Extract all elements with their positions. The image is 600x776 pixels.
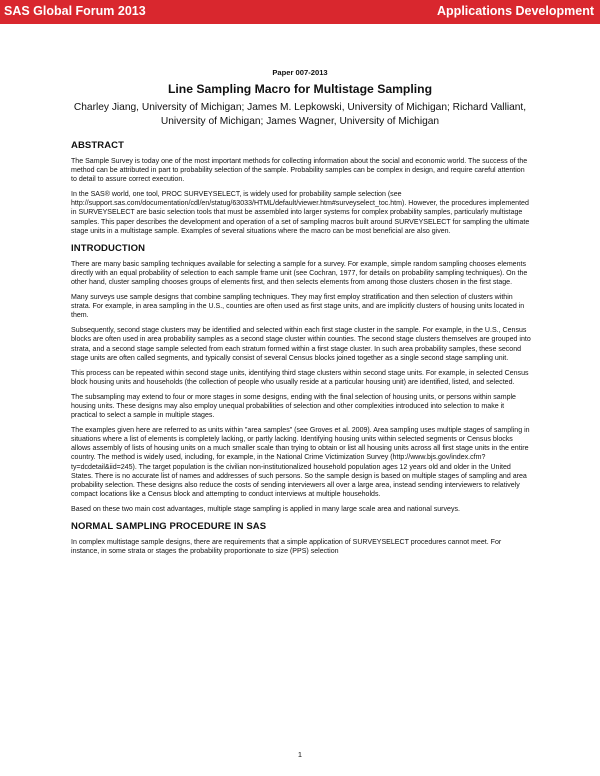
introduction-paragraph-3: Subsequently, second stage clusters may be identified and selected within each first stage cluster in the sample. For example, in the U.S., Census blocks are often used in area probability samples as a second stage cluster within counties. The second stage clusters themselves are grouped into strata, and a second stage sample selected from each stratum formed within a first stage cluster. In such area probability samples, these second stage units are often called segments, and typically consist of several Census blocks joined together as a single second stage sampling unit.	[71, 327, 531, 362]
abstract-paragraph-2: In the SAS® world, one tool, PROC SURVEYSELECT, is widely used for probability sample selection (see http://support.sas.com/documentation/cdl/en/statug/63033/HTML/default/viewer.htm#surveyselect_toc.htm). However, the procedures implemented in SURVEYSELECT are basic selection tools that must be assembled into larger systems for complex probability samples, particularly multistage samples. This paper describes the development and operation of a set of sampling macros built around SURVEYSELECT for sampling the ultimate stage units in a multistage sample. Examples of several situations where the macro can be most beneficial are also given.	[71, 191, 530, 235]
introduction-paragraph-6: The examples given here are referred to as units within "area samples" (see Groves et al. 2009). Area sampling uses multiple stages of sampling in situations where a list of elements is completely lacking, or partly lacking. Identifying housing units within selected segments or Census blocks allows assembly of lists of housing units on a much smaller scale than trying to obtain or list all housing units across all first stage units in the entire country. The method is widely used, including, for example, in the National Crime Victimization Survey (http://www.bjs.gov/index.cfm?ty=dcdetail&iid=245). The target population is the civilian non-institutionalized household population ages 12 years old and older in the United States. There is no accurate list of names and addresses of such persons. So the sample design is based on multiple stages of sampling and area probability selection. These designs also reduce the costs of sending interviewers all over a large area, instead sending interviewers to relatively compact locations like a Census block and attempting to conduct interviews at multiple households.	[71, 427, 530, 498]
paper-body	[71, 140, 531, 562]
conference-name: SAS Global Forum 2013	[4, 4, 146, 18]
introduction-paragraph-7: Based on these two main cost advantages, multiple stage sampling is applied in many large scale area and national surveys.	[71, 505, 460, 513]
normal-sampling-paragraph-1: In complex multistage sample designs, there are requirements that a simple application of SURVEYSELECT procedures cannot meet. For instance, in some strata or stages the probability proportionate to size (PPS) selection	[71, 539, 502, 556]
introduction-section	[71, 243, 531, 514]
track-name: Applications Development	[437, 4, 594, 18]
normal-sampling-heading: NORMAL SAMPLING PROCEDURE IN SAS	[71, 521, 267, 532]
introduction-paragraph-5: The subsampling may extend to four or more stages in some designs, ending with the final selection of housing units, or persons within sample housing units. These designs may also employ unequal probabilities of selection and other complexities introduced into selection to make it practical to select a sample in multiple stages.	[71, 393, 516, 420]
paper-number: Paper 007-2013	[272, 68, 328, 77]
abstract-paragraph-1: The Sample Survey is today one of the most important methods for collecting information about the social and economic world. The success of the method can be attributed in part to probability selection of the sample. Probability samples can be complex in design, and require careful attention to detail to assure correct execution.	[71, 158, 528, 184]
header-banner	[0, 0, 600, 24]
introduction-paragraph-2: Many surveys use sample designs that combine sampling techniques. They may first employ stratification and then selection of clusters within strata. For example, in area sampling in the U.S., counties are often used as first stage units, and are implicitly clusters of housing units located in them.	[71, 294, 525, 320]
introduction-paragraph-4: This process can be repeated within second stage units, identifying third stage clusters within second stage units. For example, in selected Census block housing units and households (the collection of people who usually reside at a particular housing unit) are identified, listed, and selected.	[71, 369, 529, 386]
paper-title: Line Sampling Macro for Multistage Sampling	[167, 82, 433, 96]
page-number: 1	[297, 750, 303, 759]
introduction-paragraph-1: There are many basic sampling techniques available for selecting a sample for a survey. For example, simple random sampling chooses elements directly with an equal probability of selection to each sample frame unit (see Cochran, 1977, for details on probability sampling techniques). On the other hand, cluster sampling chooses groups of elements first, and then selects elements from among those clusters chosen in the first stage.	[71, 260, 528, 286]
abstract-section	[71, 140, 531, 236]
author-list: Charley Jiang, University of Michigan; James M. Lepkowski, University of Michigan; Richard Valliant, University of Michigan; James Wagner, University of Michigan	[73, 102, 527, 127]
abstract-heading: ABSTRACT	[71, 140, 125, 151]
introduction-heading: INTRODUCTION	[71, 242, 146, 254]
normal-sampling-section	[71, 521, 531, 556]
